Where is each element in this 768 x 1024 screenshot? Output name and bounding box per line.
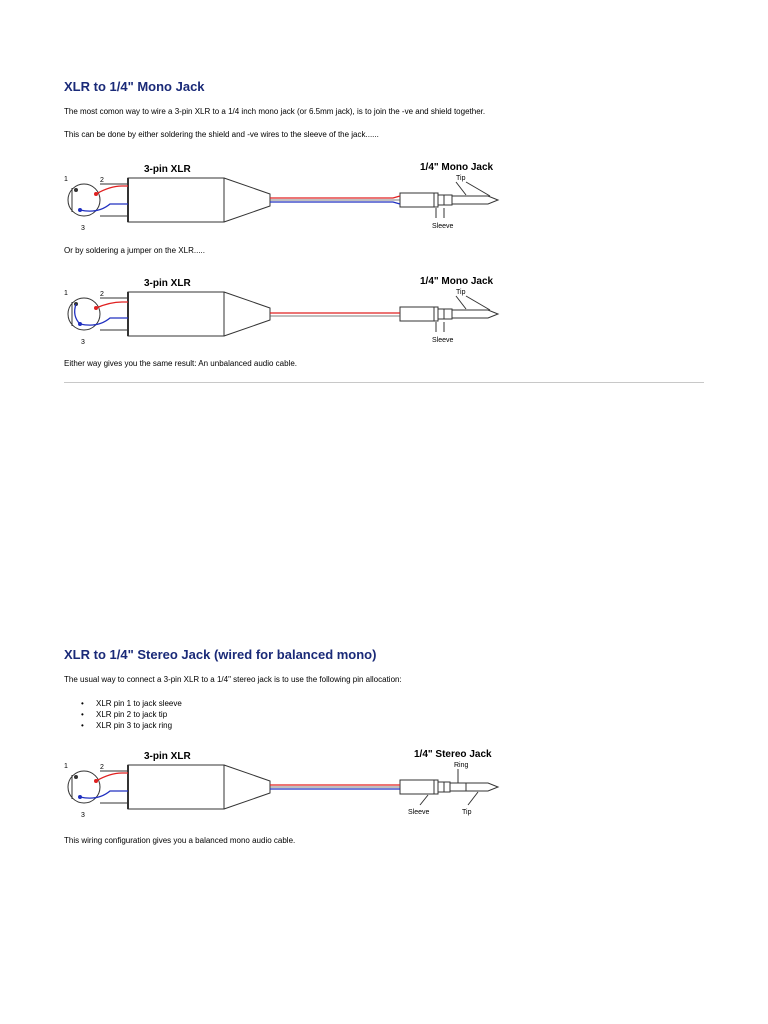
jack-label: 1/4" Mono Jack [420,162,494,173]
jack-sleeve-body [400,193,438,207]
blue-wire-xlr [80,204,128,211]
jack-label: 1/4" Stereo Jack [414,749,492,760]
xlr-label: 3-pin XLR [144,278,191,289]
pin-2-label: 2 [100,764,104,771]
jack-sleeve-body [400,780,438,794]
sleeve-label: Sleeve [432,223,454,230]
stereo-jack-diagram [58,745,518,823]
jack-ring [450,783,466,791]
mono-jack-diagram-2 [58,272,518,350]
xlr-pin-1 [74,775,78,779]
paragraph-pin-allocation: The usual way to connect a 3-pin XLR to a 1/4" stereo jack is to use the following pin allocation: [64,675,402,684]
pin-2-label: 2 [100,177,104,184]
xlr-taper [224,178,270,222]
pin-1-label: 1 [64,763,68,770]
blue-wire-cable [270,202,400,204]
xlr-body [128,292,224,336]
xlr-taper [224,765,270,809]
list-item: • XLR pin 1 to jack sleeve [96,698,182,709]
pin-3-label: 3 [81,339,85,346]
mono-jack-diagram-1 [58,158,518,236]
section-title-mono: XLR to 1/4" Mono Jack [64,79,205,94]
pin-1-label: 1 [64,176,68,183]
tip-label: Tip [456,289,466,296]
pin-3-label: 3 [81,225,85,232]
blue-wire-xlr [80,791,128,798]
red-wire-xlr [96,302,128,308]
jack-sleeve-body [400,307,438,321]
xlr-pin-1 [74,188,78,192]
red-wire-xlr [96,186,128,194]
xlr-body [128,178,224,222]
red-wire-cable [270,196,400,198]
jack-tip [466,783,498,791]
horizontal-divider [64,382,704,383]
blue-wire-xlr [80,318,128,325]
list-item: • XLR pin 2 to jack tip [96,709,182,720]
xlr-taper [224,292,270,336]
section-title-stereo: XLR to 1/4" Stereo Jack (wired for balanced mono) [64,647,377,662]
pin-1-label: 1 [64,290,68,297]
sleeve-label: Sleeve [408,809,430,816]
paragraph-balanced: This wiring configuration gives you a balanced mono audio cable. [64,836,296,845]
jumper-wire [75,304,80,324]
sleeve-label: Sleeve [432,337,454,344]
pin-allocation-list [64,698,182,731]
jack-label: 1/4" Mono Jack [420,276,494,287]
ring-label: Ring [454,762,469,769]
paragraph-result: Either way gives you the same result: An unbalanced audio cable. [64,359,298,368]
pin-3-label: 3 [81,812,85,819]
xlr-body [128,765,224,809]
pin-2-label: 2 [100,291,104,298]
paragraph-soldering: This can be done by either soldering the shield and -ve wires to the sleeve of the jack...... [64,130,379,139]
jack-tip [452,310,498,318]
list-item: • XLR pin 3 to jack ring [96,720,182,731]
jack-tip [452,196,498,204]
red-wire-xlr [96,773,128,781]
paragraph-intro: The most comon way to wire a 3-pin XLR to a 1/4 inch mono jack (or 6.5mm jack), is to join the -ve and shield together. [64,107,486,116]
paragraph-jumper: Or by soldering a jumper on the XLR..... [64,246,205,255]
xlr-label: 3-pin XLR [144,164,191,175]
tip-label: Tip [456,175,466,182]
tip-label: Tip [462,809,472,816]
xlr-label: 3-pin XLR [144,751,191,762]
